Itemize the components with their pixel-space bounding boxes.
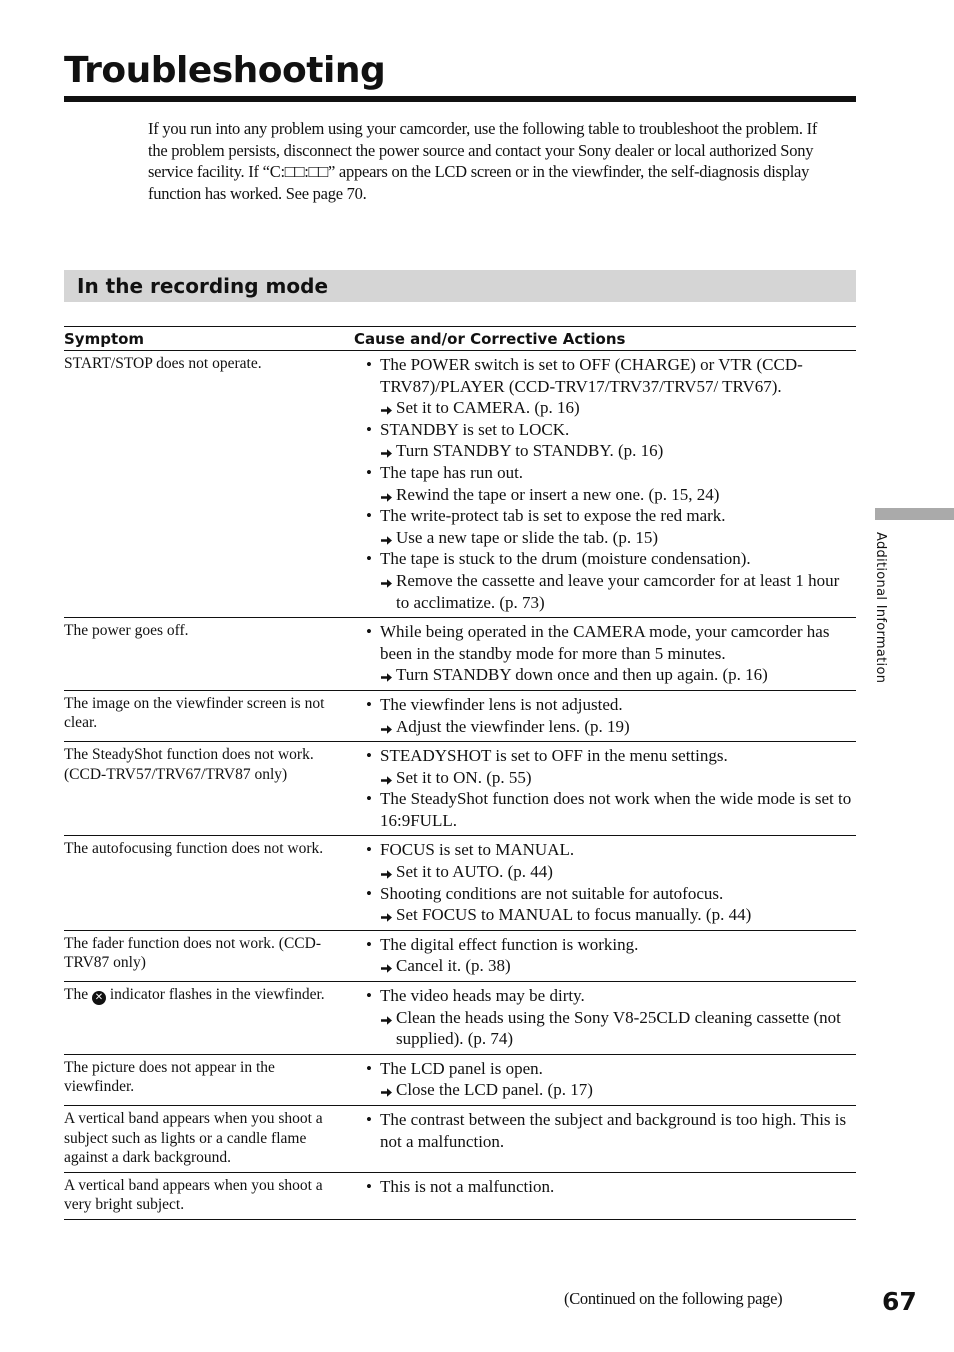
corrective-action <box>328 1079 856 1101</box>
action-text: Close the LCD panel. (p. 17) <box>396 1080 593 1100</box>
cause-cell <box>328 1106 856 1173</box>
cause-cell <box>328 742 856 836</box>
table-row <box>64 351 856 618</box>
cause-item <box>328 1058 856 1080</box>
arrow-right-icon <box>380 959 393 972</box>
bullet-icon: • <box>366 549 372 569</box>
cause-item <box>328 1176 856 1198</box>
action-text: Set FOCUS to MANUAL to focus manually. (p. 44) <box>396 905 752 925</box>
bullet-icon: • <box>366 883 372 903</box>
symptom-cell <box>64 1172 328 1219</box>
action-text: Use a new tape or slide the tab. (p. 15) <box>396 527 658 547</box>
bullet-icon: • <box>366 986 372 1006</box>
arrow-right-icon <box>380 444 393 457</box>
table-body <box>64 351 856 1220</box>
cause-text: STEADYSHOT is set to OFF in the menu settings. <box>380 746 728 766</box>
intro-paragraph: If you run into any problem using your camcorder, use the following table to troubleshoot the problem. If the problem persists, disconnect the power source and contact your Sony dealer or local authorized Sony service facility. If “C:□□:□□” appears on the LCD screen or in the viewfinder, the self-diagnosis display function has worked. See page 70. <box>148 119 818 203</box>
cause-cell <box>328 351 856 618</box>
corrective-action <box>328 570 856 613</box>
symptom-cell <box>64 1054 328 1105</box>
cause-item <box>328 745 856 767</box>
cause-text: The contrast between the subject and background is too high. This is not a malfunction. <box>380 1110 847 1151</box>
table-row <box>64 742 856 836</box>
symptom-cell <box>64 351 328 618</box>
symptom-text: The fader function does not work. (CCD-TRV87 only) <box>64 934 321 972</box>
cause-cell <box>328 930 856 981</box>
x-circle-icon: ✕ <box>92 991 106 1005</box>
symptom-text: The picture does not appear in the viewfinder. <box>64 1058 275 1096</box>
symptom-cell <box>64 930 328 981</box>
bullet-icon: • <box>366 746 372 766</box>
arrow-right-icon <box>380 668 393 681</box>
symptom-text: The power goes off. <box>64 622 189 640</box>
cause-item <box>328 621 856 664</box>
table-row <box>64 1054 856 1105</box>
cause-item <box>328 1109 856 1152</box>
symptom-text: A vertical band appears when you shoot a subject such as lights or a candle flame against a dark background. <box>64 1110 323 1166</box>
page-title: Troubleshooting <box>64 50 386 91</box>
cause-cell <box>328 618 856 691</box>
symptom-cell <box>64 836 328 930</box>
arrow-right-icon <box>380 401 393 414</box>
action-text: Rewind the tape or insert a new one. (p. 15, 24) <box>396 484 720 504</box>
page-number: 67 <box>882 1287 917 1316</box>
arrow-right-icon <box>380 574 393 587</box>
bullet-icon: • <box>366 462 372 482</box>
section-header <box>64 270 856 302</box>
bullet-icon: • <box>366 934 372 954</box>
table-row <box>64 982 856 1055</box>
cause-text: STANDBY is set to LOCK. <box>380 419 570 439</box>
corrective-action <box>328 440 856 462</box>
cause-text: The SteadyShot function does not work when the wide mode is set to 16:9FULL. <box>380 789 852 830</box>
action-text: Turn STANDBY to STANDBY. (p. 16) <box>396 441 664 461</box>
corrective-action <box>328 664 856 686</box>
symptom-text: START/STOP does not operate. <box>64 355 262 372</box>
bullet-icon: • <box>366 622 372 642</box>
symptom-text-prefix: The <box>64 986 92 1004</box>
cause-item <box>328 788 856 831</box>
table-row <box>64 1172 856 1219</box>
cause-item <box>328 985 856 1007</box>
action-text: Adjust the viewfinder lens. (p. 19) <box>396 716 630 736</box>
symptom-cell <box>64 982 328 1055</box>
cause-item <box>328 505 856 527</box>
cause-text: FOCUS is set to MANUAL. <box>380 840 575 860</box>
action-text: Set it to CAMERA. (p. 16) <box>396 398 580 418</box>
symptom-cell <box>64 618 328 691</box>
symptom-text: A vertical band appears when you shoot a very bright subject. <box>64 1176 323 1213</box>
cause-text: The video heads may be dirty. <box>380 986 585 1006</box>
cause-text: The digital effect function is working. <box>380 934 639 954</box>
action-text: Cancel it. (p. 38) <box>396 956 511 976</box>
symptom-text: The SteadyShot function does not work. (CCD-TRV57/TRV67/TRV87 only) <box>64 746 314 783</box>
corrective-action <box>328 861 856 883</box>
bullet-icon: • <box>366 1110 372 1129</box>
corrective-action <box>328 716 856 738</box>
symptom-text: The autofocusing function does not work. <box>64 840 324 858</box>
cause-item <box>328 354 856 397</box>
continued-note: (Continued on the following page) <box>564 1289 783 1308</box>
cause-text: The write-protect tab is set to expose the red mark. <box>380 506 726 526</box>
table-row <box>64 836 856 930</box>
cause-text: The viewfinder lens is not adjusted. <box>380 694 623 714</box>
cause-cell <box>328 1172 856 1219</box>
arrow-right-icon <box>380 1083 393 1096</box>
bullet-icon: • <box>366 1176 372 1196</box>
cause-cell <box>328 690 856 741</box>
arrow-right-icon <box>380 488 393 501</box>
cause-item <box>328 419 856 441</box>
bullet-icon: • <box>366 840 372 860</box>
symptom-cell <box>64 690 328 741</box>
cause-cell <box>328 982 856 1055</box>
corrective-action <box>328 904 856 926</box>
bullet-icon: • <box>366 694 372 714</box>
bullet-icon: • <box>366 789 372 809</box>
action-text: Remove the cassette and leave your camcorder for at least 1 hour to acclimatize. (p. 73) <box>396 570 840 612</box>
action-text: Clean the heads using the Sony V8-25CLD cleaning cassette (not supplied). (p. 74) <box>396 1007 841 1049</box>
side-section-label: Additional Information <box>873 532 888 684</box>
cause-item <box>328 839 856 861</box>
cause-cell <box>328 1054 856 1105</box>
table-header-row <box>64 327 856 351</box>
table-row <box>64 1106 856 1173</box>
section-tab-bar <box>875 508 954 520</box>
arrow-right-icon <box>380 1011 393 1024</box>
symptom-cell <box>64 1106 328 1173</box>
arrow-right-icon <box>380 908 393 921</box>
table-row <box>64 930 856 981</box>
cause-text: The tape has run out. <box>380 462 524 482</box>
corrective-action <box>328 527 856 549</box>
cause-text: The LCD panel is open. <box>380 1058 543 1078</box>
cause-item <box>328 934 856 956</box>
cause-text: The POWER switch is set to OFF (CHARGE) or VTR (CCD-TRV87)/PLAYER (CCD-TRV17/TRV37/TRV57/ TRV67). <box>380 355 803 396</box>
corrective-action <box>328 767 856 789</box>
corrective-action <box>328 1007 856 1050</box>
cause-item <box>328 694 856 716</box>
cause-text: While being operated in the CAMERA mode, your camcorder has been in the standby mode for more than 5 minutes. <box>380 622 830 663</box>
cause-text: Shooting conditions are not suitable for autofocus. <box>380 883 724 903</box>
section-title: In the recording mode <box>77 274 329 298</box>
corrective-action <box>328 955 856 977</box>
cause-item <box>328 883 856 905</box>
corrective-action <box>328 397 856 419</box>
arrow-right-icon <box>380 720 393 733</box>
bullet-icon: • <box>366 1058 372 1078</box>
arrow-right-icon <box>380 771 393 784</box>
bullet-icon: • <box>366 506 372 526</box>
cause-item <box>328 462 856 484</box>
table-row <box>64 690 856 741</box>
action-text: Set it to ON. (p. 55) <box>396 767 532 787</box>
bullet-icon: • <box>366 419 372 439</box>
cause-cell <box>328 836 856 930</box>
table-row <box>64 618 856 691</box>
troubleshooting-table <box>64 326 856 1220</box>
title-rule <box>64 96 856 102</box>
symptom-text: The image on the viewfinder screen is not clear. <box>64 694 325 732</box>
corrective-action <box>328 484 856 506</box>
symptom-column-header: Symptom <box>64 327 328 351</box>
action-text: Turn STANDBY down once and then up again. (p. 16) <box>396 665 768 685</box>
cause-text: The tape is stuck to the drum (moisture condensation). <box>380 549 751 569</box>
arrow-right-icon <box>380 531 393 544</box>
arrow-right-icon <box>380 865 393 878</box>
bullet-icon: • <box>366 355 372 374</box>
symptom-cell <box>64 742 328 836</box>
cause-text: This is not a malfunction. <box>380 1176 555 1196</box>
cause-item <box>328 548 856 570</box>
cause-column-header: Cause and/or Corrective Actions <box>328 327 856 351</box>
action-text: Set it to AUTO. (p. 44) <box>396 862 553 882</box>
symptom-text: indicator flashes in the viewfinder. <box>105 986 325 1004</box>
